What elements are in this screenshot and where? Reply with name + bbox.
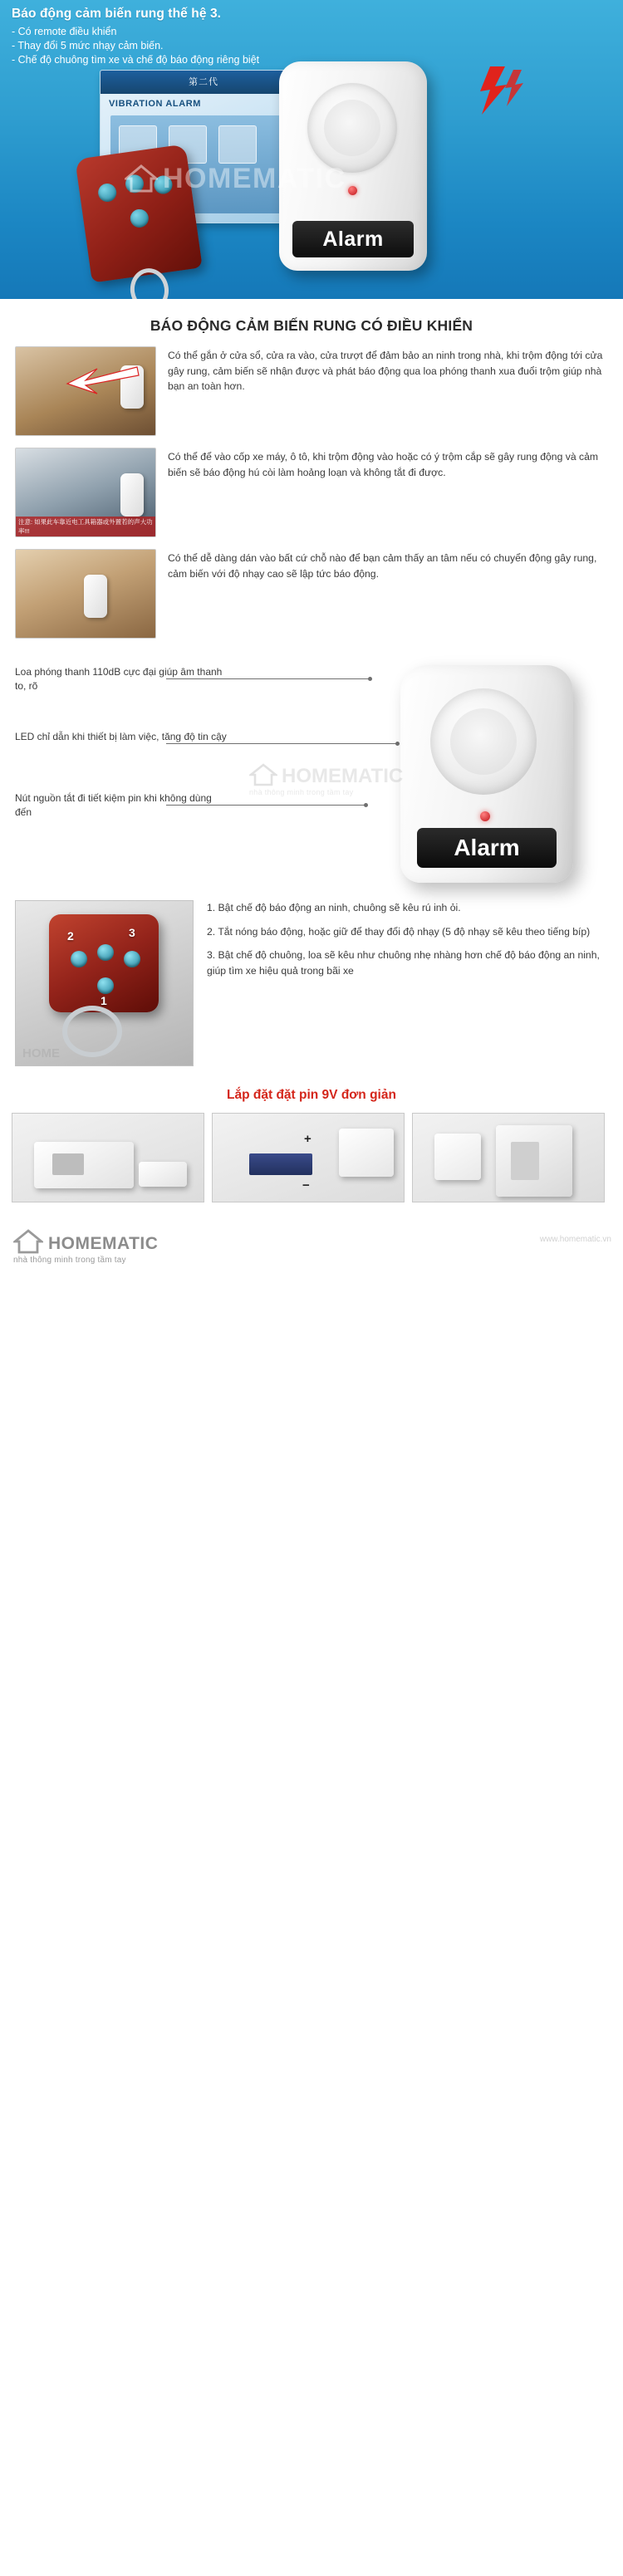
door-photo xyxy=(15,549,156,639)
hero-bullet: - Thay đổi 5 mức nhạy cảm biến. xyxy=(12,40,164,51)
remote-button-3 xyxy=(124,951,140,967)
remote-instructions xyxy=(207,900,608,987)
callout-leader-dot xyxy=(395,742,400,746)
status-led xyxy=(480,811,490,821)
remote-fob xyxy=(75,144,203,282)
callout-speaker: Loa phóng thanh 110dB cực đại giúp âm thanh to, rõ xyxy=(15,666,223,692)
hero-bullet: - Có remote điều khiển xyxy=(12,26,117,37)
remote-button-1 xyxy=(97,977,114,994)
speaker-grille xyxy=(430,688,537,795)
house-logo-icon xyxy=(249,763,277,786)
remote-step: 3. Bật chế độ chuông, loa sẽ kêu như chuông nhẹ nhàng hơn chế độ báo động an ninh, giúp tìm xe hiệu quả trong bãi xe xyxy=(207,949,600,977)
alarm-device-large xyxy=(400,665,573,883)
alarm-device-back xyxy=(34,1142,134,1188)
callout-leader-dot xyxy=(364,803,368,807)
minus-sign: − xyxy=(302,1178,310,1193)
alarm-device-side xyxy=(339,1129,394,1177)
footer-tagline: nhà thông minh trong tầm tay xyxy=(13,1256,126,1265)
plus-sign: + xyxy=(304,1132,312,1146)
box-sub-label: VIBRATION ALARM xyxy=(109,99,202,109)
alarm-device-thumb xyxy=(120,473,144,517)
remote-button xyxy=(125,174,145,194)
key-ring xyxy=(128,266,172,299)
battery-cover xyxy=(434,1134,481,1180)
battery-step-1 xyxy=(12,1113,204,1202)
callout-leader-line xyxy=(166,743,397,744)
callout-leader-line xyxy=(166,805,365,806)
feature-row-motorbike xyxy=(0,448,623,549)
section-title: BÁO ĐỘNG CẢM BIẾN RUNG CÓ ĐIỀU KHIỂN xyxy=(150,317,473,334)
remote-button xyxy=(97,183,118,203)
battery-compartment xyxy=(52,1153,84,1175)
alarm-brand-label: Alarm xyxy=(292,221,414,257)
photo-caption: 注意: 如果此车靠近电工具箱器或外置若的声大功率!!! xyxy=(16,517,155,536)
feature-row-door xyxy=(0,549,623,650)
remote-section xyxy=(0,885,623,1066)
remote-label-2: 2 xyxy=(67,929,74,943)
alarm-device-thumb xyxy=(84,575,107,618)
callout-power-button: Nút nguồn tắt đi tiết kiệm pin khi không dùng đến xyxy=(15,792,212,818)
battery-steps-row xyxy=(0,1113,623,1202)
diagram-watermark: HOMEMATIC nhà thông minh trong tầm tay xyxy=(249,765,404,796)
hero-watermark: HOMEMATIC xyxy=(125,163,346,195)
hero-banner xyxy=(0,0,623,299)
battery-section-title: Lắp đặt đặt pin 9V đơn giản xyxy=(227,1088,396,1102)
product-page xyxy=(0,0,623,1277)
remote-watermark: HOME xyxy=(22,1046,60,1060)
battery-step-2 xyxy=(212,1113,405,1202)
remote-control-photo xyxy=(15,900,194,1066)
battery-compartment xyxy=(511,1142,539,1180)
remote-button xyxy=(153,174,174,195)
alarm-brand-label: Alarm xyxy=(417,828,557,868)
battery-cover xyxy=(139,1162,187,1187)
feature-text: Có thể dễ dàng dán vào bất cứ chỗ nào để bạn cảm thấy an tâm nếu có chuyển động gây rung, cảm biến với độ nhạy cao sẽ lập tức báo động. xyxy=(168,552,597,580)
hero-bullet: - Chế độ chuông tìm xe và chế độ báo động riêng biệt xyxy=(12,54,260,66)
callout-leader-dot xyxy=(368,677,372,681)
remote-button-top xyxy=(97,944,114,961)
pointer-arrow-icon xyxy=(61,360,140,399)
remote-fob-body xyxy=(49,914,159,1012)
speaker-grille xyxy=(307,83,397,173)
callout-leader-line xyxy=(166,678,370,679)
diagram-watermark-sub: nhà thông minh trong tầm tay xyxy=(249,788,354,796)
hero-product-photo xyxy=(100,61,532,286)
box-artwork-cell xyxy=(218,125,257,164)
footer xyxy=(0,1221,623,1277)
feature-row-window xyxy=(0,346,623,448)
remote-label-1: 1 xyxy=(101,994,107,1007)
remote-step: 2. Tắt nóng báo động, hoặc giữ để thay đổi độ nhạy (5 độ nhạy sẽ kêu theo tiếng bíp) xyxy=(207,925,591,938)
remote-label-3: 3 xyxy=(129,926,135,939)
remote-button-2 xyxy=(71,951,87,967)
lightning-bolt-icon xyxy=(465,66,523,115)
remote-button xyxy=(129,208,150,229)
site-watermark: www.homematic.vn xyxy=(539,1235,611,1244)
battery-step-3 xyxy=(412,1113,605,1202)
box-top-label: 第二代 xyxy=(101,71,307,94)
room-window-photo xyxy=(15,346,156,436)
house-logo-icon xyxy=(13,1229,43,1254)
key-ring xyxy=(62,1006,122,1057)
footer-brand: HOMEMATIC xyxy=(13,1229,623,1254)
battery-9v xyxy=(249,1153,312,1175)
feature-text: Có thể để vào cốp xe máy, ô tô, khi trộm động vào hoặc có ý trộm cắp sẽ gây rung động và cảm biến sẽ báo động hú còi làm hoảng loạn và không tắt đi được. xyxy=(168,451,599,478)
alarm-device xyxy=(279,61,427,271)
motorbike-photo xyxy=(15,448,156,537)
page-title: Báo động cảm biến rung thế hệ 3. xyxy=(12,7,222,21)
status-led xyxy=(348,186,357,195)
feature-text: Có thể gắn ở cửa sổ, cửa ra vào, cửa trượt để đảm bảo an ninh trong nhà, khi trộm động tới cửa gây rung, cảm biến sẽ nhận được và phát báo động qua loa phóng thanh xua đuổi trộm giúp nhà bạn an toàn hơn. xyxy=(168,350,603,392)
remote-step: 1. Bật chế độ báo động an ninh, chuông sẽ kêu rú inh ỏi. xyxy=(207,902,461,913)
callout-diagram xyxy=(0,665,623,885)
callout-led: LED chỉ dẫn khi thiết bị làm việc, tăng độ tin cậy xyxy=(15,731,227,742)
